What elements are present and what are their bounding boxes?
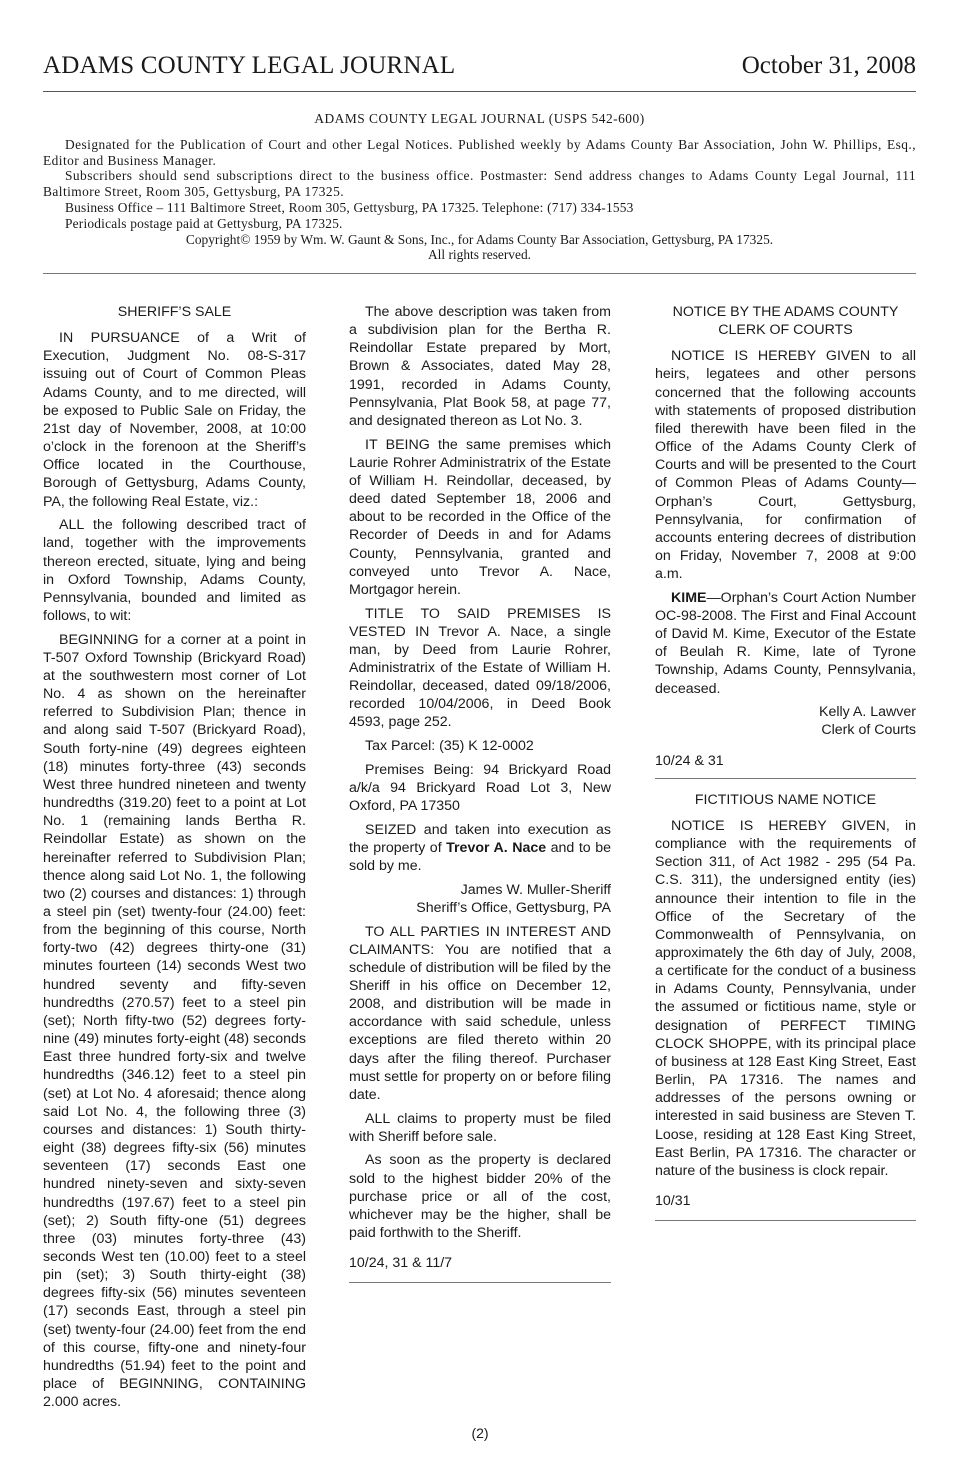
seized-text-start: SEIZED and taken into execution as the property of	[349, 821, 611, 856]
clerk-notice-heading-line-2: CLERK OF COURTS	[718, 322, 853, 339]
clerk-signer-name: Kelly A. Lawver	[819, 704, 916, 721]
sheriff-sale-heading: SHERIFF’S SALE	[117, 304, 232, 320]
sheriff-sale-paragraph: IT BEING the same premises which Laurie Rohrer Administratrix of the Estate of William H. Reindollar, deceased, by deed dated September 18, 2006 and about to be recorded in the Office of the Recorder of Deeds in and for Adams County, Pennsylvania, granted and conveyed unto Trevor A. Nace, Mortgagor herein.	[349, 436, 611, 598]
publication-name: ADAMS COUNTY LEGAL JOURNAL	[43, 52, 456, 79]
clerk-signer-title: Clerk of Courts	[821, 722, 916, 739]
claims-notice: ALL claims to property must be filed with Sheriff before sale.	[349, 1110, 611, 1145]
page-number: (2)	[471, 1425, 489, 1441]
kime-account	[655, 589, 916, 698]
publication-info-designated: Designated for the Publication of Court and other Legal Notices. Published weekly by Adams County Bar Association, John W. Phillips, Esq., Editor and Business Manager.	[43, 136, 916, 168]
masthead-rule	[43, 91, 916, 92]
sheriff-sale-paragraph: The above description was taken from a subdivision plan for the Bertha R. Reindollar Estate prepared by Mort, Brown & Associates, dated May 28, 1991, recorded in Adams County, Pennsylvania, Plat Book 58, at page 77, and designated thereon as Lot No. 3.	[349, 304, 611, 429]
fictitious-notice-heading: FICTITIOUS NAME NOTICE	[694, 791, 877, 808]
clerk-notice-heading-line-1: NOTICE BY THE ADAMS COUNTY	[672, 304, 899, 320]
parties-notice: TO ALL PARTIES IN INTEREST AND CLAIMANTS: You are notified that a schedule of distribution will be filed by the Sheriff in his office on December 12, 2008, and distribution will be made in accordance with said schedule, unless exceptions are filed thereto within 20 days after the filing thereof. Purchaser must settle for property on or before filing date.	[349, 923, 611, 1103]
sheriff-sale-paragraph: TITLE TO SAID PREMISES IS VESTED IN Trevor A. Nace, a single man, by Deed from Laurie Rohrer, Administratrix of the Estate of William H. Reindollar, deceased, dated 09/18/2006, recorded 10/04/2006, in Deed Book 4593, page 252.	[349, 605, 611, 731]
publication-info-business-office: Business Office – 111 Baltimore Street, Room 305, Gettysburg, PA 17325. Telephone: (717) 334-1553	[65, 199, 634, 215]
sheriff-sale-legal-description: BEGINNING for a corner at a point in T-507 Oxford Township (Brickyard Road) at the southwestern most corner of Lot No. 4 as shown on the hereinafter referred to Subdivision Plan; thence in and along said T-507 (Brickyard Road), South forty-nine (49) degrees eighteen (18) minutes forty-three (43) seconds West three hundred nineteen and twenty hundredths (319.20) feet to a point at Lot No. 1 (remaining lands Bertha R. Reindollar Estate) as shown on the hereinafter referred to Subdivision Plan; thence along said Lot No. 1, the following two (2) courses and distances: 1) through a steel pin (set) twenty-four (24.00) feet: from the beginning of this course, North forty-two (42) degrees thirty-one (31) minutes fourteen (14) seconds West two hundred seventy and fifty-seven hundredths (270.57) feet to a steel pin (set); North fifty-two (52) degrees forty-nine (49) minutes forty-eight (48) seconds East three hundred forty-six and twelve hundredths (346.12) feet to a steel pin (set) at Lot No. 4 aforesaid; thence along said Lot No. 4, the following three (3) courses and distances: 1) South thirty-eight (38) degrees fifty-six (56) minutes seventeen (17) seconds East one hundred ninety-seven and sixty-seven hundredths (197.67) feet to a steel pin (set); 2) South fifty-one (51) degrees three (03) minutes forty-three (43) seconds West ten (10.00) feet to a steel pin (set); 3) South thirty-eight (38) degrees fifty-six (56) minutes seventeen (17) seconds East, through a steel pin (set) twenty-four (24.00) feet from the end of this course, fifty-one and ninety-four hundredths (51.94) feet to the point and place of BEGINNING, CONTAINING 2.000 acres.	[43, 631, 306, 1411]
clerk-notice-run-dates: 10/24 & 31	[655, 752, 724, 769]
fictitious-notice-body: NOTICE IS HEREBY GIVEN, in compliance with the requirements of Section 311, of Act 1982 - 295 (54 Pa. C.S. 311), the undersigned entity (ies) announce their intention to file in the Office of the Secretary of the Commonwealth of Pennsylvania, on approximately the 6th day of July, 2008, a certificate for the conduct of a business in Adams County, Pennsylvania, under the assumed or fictitious name, style or designation of PERFECT TIMING CLOCK SHOPPE, with its principal place of business at 128 East King Street, East Berlin, PA 17316. The names and addresses of the persons owning or interested in said business are Steven T. Loose, residing at 128 East King Street, East Berlin, PA 17316. The character or nature of the business is clock repair.	[655, 817, 916, 1179]
clerk-notice-heading	[655, 303, 916, 339]
tax-parcel: Tax Parcel: (35) K 12-0002	[365, 738, 534, 755]
publication-info-subscribers: Subscribers should send subscriptions direct to the business office. Postmaster: Send address changes to Adams County Legal Journal, 111 Baltimore Street, Room 305, Gettysburg, PA 17325.	[43, 168, 916, 200]
column-1	[43, 303, 306, 1417]
sheriff-sale-run-dates: 10/24, 31 & 11/7	[349, 1255, 453, 1272]
sheriff-sale-paragraph: ALL the following described tract of land, together with the improvements thereon erected, situate, lying and being in Oxford Township, Adams County, Pennsylvania, bounded and limited as follows, to wit:	[43, 517, 306, 624]
column-2	[349, 303, 611, 1295]
sheriff-sale-paragraph: IN PURSUANCE of a Writ of Execution, Judgment No. 08-S-317 issuing out of Court of Common Pleas Adams County, and to me directed, will be exposed to Public Sale on Friday, the 21st day of November, 2008, at 10:00 o’clock in the forenoon at the Sheriff’s Office located in the Courthouse, Borough of Gettysburg, Adams County, PA, the following Real Estate, viz.:	[43, 330, 306, 510]
sheriff-signature-office: Sheriff’s Office, Gettysburg, PA	[416, 899, 611, 916]
masthead	[43, 52, 916, 86]
notice-divider	[349, 1282, 611, 1283]
section-rule	[43, 273, 916, 274]
publication-info-copyright: Copyright© 1959 by Wm. W. Gaunt & Sons, Inc., for Adams County Bar Association, Gettysburg, PA 17325.	[185, 231, 774, 247]
seized-owner-name: Trevor A. Nace	[446, 839, 547, 856]
publication-info-periodicals: Periodicals postage paid at Gettysburg, PA 17325.	[65, 215, 343, 231]
sheriff-signature-name: James W. Muller-Sheriff	[460, 881, 611, 898]
notice-divider	[655, 778, 916, 779]
publication-info-rights: All rights reserved.	[427, 247, 531, 263]
publication-info	[43, 111, 916, 263]
seized-text-end: and to be sold by me.	[349, 839, 611, 875]
publication-info-title: ADAMS COUNTY LEGAL JOURNAL (USPS 542-600)	[314, 111, 645, 126]
kime-name: KIME	[671, 589, 707, 606]
premises: Premises Being: 94 Brickyard Road a/k/a 94 Brickyard Road Lot 3, New Oxford, PA 17350	[349, 761, 611, 815]
notice-divider	[655, 1220, 916, 1221]
bid-notice: As soon as the property is declared sold to the highest bidder 20% of the purchase price or all of the cost, whichever may be the higher, shall be paid forthwith to the Sheriff.	[349, 1152, 611, 1241]
seized-paragraph	[349, 821, 611, 875]
column-3	[655, 303, 916, 1233]
issue-date: October 31, 2008	[741, 52, 916, 79]
kime-text: —Orphan’s Court Action Number OC-98-2008. The First and Final Account of David M. Kime, Executor of the Estate of Beulah R. Kime, late of Tyrone Township, Adams County, Pennsylvania, deceased.	[655, 589, 916, 697]
clerk-notice-body: NOTICE IS HEREBY GIVEN to all heirs, legatees and other persons concerned that the following accounts with statements of proposed distribution filed therewith have been filed in the Office of the Adams County Clerk of Courts and will be presented to the Court of Common Pleas of Adams County—Orphan’s Court, Gettysburg, Pennsylvania, for confirmation of accounts entering decrees of distribution on Friday, November 7, 2008 at 9:00 a.m.	[655, 348, 916, 583]
fictitious-notice-run-dates: 10/31	[655, 1193, 691, 1210]
